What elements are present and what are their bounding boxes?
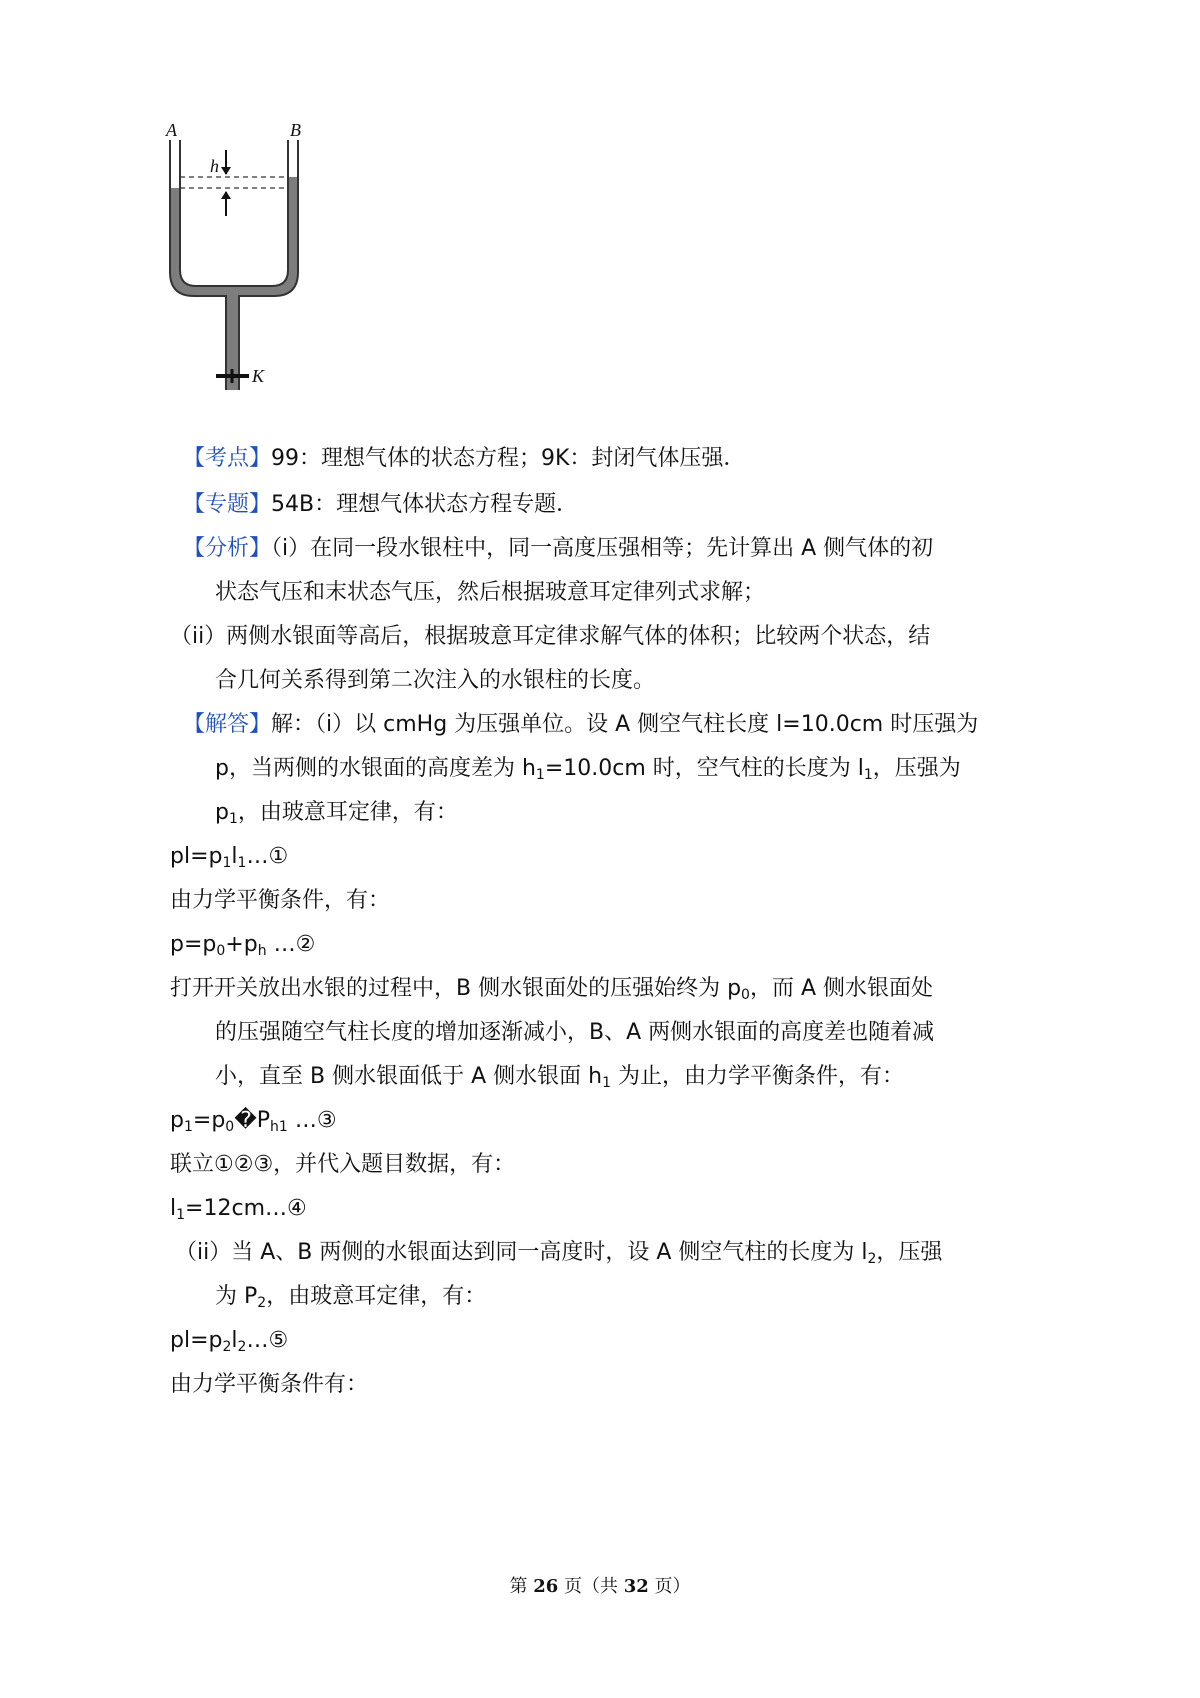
jieda-text-2c: ，压强为 [872, 756, 961, 781]
footer-part: 页） [648, 1576, 691, 1597]
sub: 2 [237, 1339, 247, 1355]
fenxi-line-3: （ii）两侧水银面等高后，根据玻意耳定律求解气体的体积；比较两个状态，结 [170, 624, 931, 649]
eq-part: +p [225, 932, 258, 957]
eq-part: …① [246, 844, 289, 869]
kaodian-line [183, 444, 745, 474]
fenxi-line-1 [183, 534, 933, 564]
eq-part: =p [192, 1108, 226, 1133]
fenxi-tag: 【分析】 [183, 536, 272, 561]
eq-part: pl=p [170, 844, 223, 869]
sub: 1 [228, 811, 238, 827]
equation-2 [170, 930, 315, 960]
eq-part: p [170, 1108, 184, 1133]
part2-part: 为 P [215, 1284, 258, 1309]
balance-text-1: 由力学平衡条件，有： [170, 888, 391, 913]
eq-part: p=p [170, 932, 217, 957]
sub: 1 [183, 1119, 193, 1135]
sub: 1 [602, 1075, 611, 1091]
jieda-text-3b: ，由玻意耳定律，有： [237, 800, 458, 825]
arrow-down-head-icon [221, 167, 231, 175]
footer-part: 第 [509, 1576, 534, 1597]
sub: 1 [535, 767, 545, 783]
para-open-line-3 [215, 1062, 904, 1092]
eq-part: …⑤ [246, 1328, 289, 1353]
para-open-line-2: 的压强随空气柱长度的增加逐渐减小，B、A 两侧水银面的高度差也随着减 [215, 1020, 935, 1045]
equation-3 [170, 1106, 337, 1136]
balance-text-2: 由力学平衡条件有： [170, 1372, 369, 1397]
fenxi-line-2: 状态气压和末状态气压，然后根据玻意耳定律列式求解； [215, 580, 766, 605]
eq-part: l [231, 844, 238, 869]
equation-1 [170, 842, 288, 872]
para-part: 打开开关放出水银的过程中，B 侧水银面处的压强始终为 p [170, 976, 742, 1001]
sub: 1 [176, 1207, 186, 1223]
eq-part: =12cm…④ [185, 1196, 307, 1221]
jieda-text-3a: p [215, 800, 229, 825]
eq-part: …③ [287, 1108, 337, 1133]
kaodian-tag: 【考点】 [183, 446, 272, 471]
sub: h1 [270, 1119, 288, 1135]
eq-part: l [170, 1196, 177, 1221]
tube-inner-outline [180, 140, 288, 286]
sub: 0 [216, 943, 226, 959]
label-h: h [210, 156, 219, 176]
arrow-up-head-icon [221, 191, 231, 199]
para-part: 小，直至 B 侧水银面低于 A 侧水银面 h [215, 1064, 603, 1089]
jieda-text-2a: p，当两侧的水银面的高度差为 h [215, 756, 536, 781]
equation-4 [170, 1194, 307, 1224]
jieda-tag: 【解答】 [183, 712, 272, 737]
sub: 2 [867, 1251, 877, 1267]
zhuanti-line [183, 490, 578, 520]
part2-part: ，由玻意耳定律，有： [266, 1284, 487, 1309]
sub: 2 [257, 1295, 267, 1311]
page-number: 26 [533, 1576, 559, 1597]
footer-part: 页（共 [558, 1576, 624, 1597]
para-part: 为止，由力学平衡条件，有： [610, 1064, 904, 1089]
eq-part: pl=p [170, 1328, 223, 1353]
jieda-text-2b: =10.0cm 时，空气柱的长度为 l [544, 756, 864, 781]
total-pages: 32 [623, 1576, 649, 1597]
combine-text: 联立①②③，并代入题目数据，有： [170, 1152, 516, 1177]
jieda-text-1: 解：（i）以 cmHg 为压强单位。设 A 侧空气柱长度 l=10.0cm 时压强为 [271, 712, 979, 737]
mercury-fill [170, 177, 298, 390]
eq-part: l [231, 1328, 238, 1353]
u-tube-diagram [166, 120, 330, 430]
para-part: ，而 A 侧水银面处 [749, 976, 934, 1001]
jieda-line-2 [215, 754, 961, 784]
sub: 0 [741, 987, 750, 1003]
sub: 0 [225, 1119, 235, 1135]
sub: 1 [222, 855, 232, 871]
jieda-line-3 [215, 798, 458, 828]
u-tube-figure [166, 120, 330, 430]
part2-part: （ii）当 A、B 两侧的水银面达到同一高度时，设 A 侧空气柱的长度为 l [175, 1240, 868, 1265]
sub: h [257, 943, 267, 959]
sub: 1 [863, 767, 873, 783]
label-a: A [166, 120, 177, 140]
sub: 2 [222, 1339, 232, 1355]
para-open-line-1 [170, 974, 933, 1004]
jieda-line-1 [183, 710, 978, 740]
label-k: K [252, 366, 265, 386]
sub: 1 [237, 855, 247, 871]
zhuanti-text: 54B：理想气体状态方程专题． [271, 492, 579, 517]
part2-part: ，压强 [876, 1240, 943, 1265]
fenxi-text-1: （i）在同一段水银柱中，同一高度压强相等；先计算出 A 侧气体的初 [271, 536, 934, 561]
eq-part: …② [266, 932, 316, 957]
page-footer [0, 1572, 1200, 1598]
fenxi-line-4: 合几何关系得到第二次注入的水银柱的长度。 [215, 668, 656, 693]
label-b: B [290, 120, 301, 140]
part2-line-2 [215, 1282, 486, 1312]
equation-5 [170, 1326, 288, 1356]
kaodian-text: 99：理想气体的状态方程；9K：封闭气体压强． [271, 446, 746, 471]
zhuanti-tag: 【专题】 [183, 492, 272, 517]
part2-line-1 [175, 1238, 942, 1268]
eq-part: �P [234, 1108, 271, 1133]
